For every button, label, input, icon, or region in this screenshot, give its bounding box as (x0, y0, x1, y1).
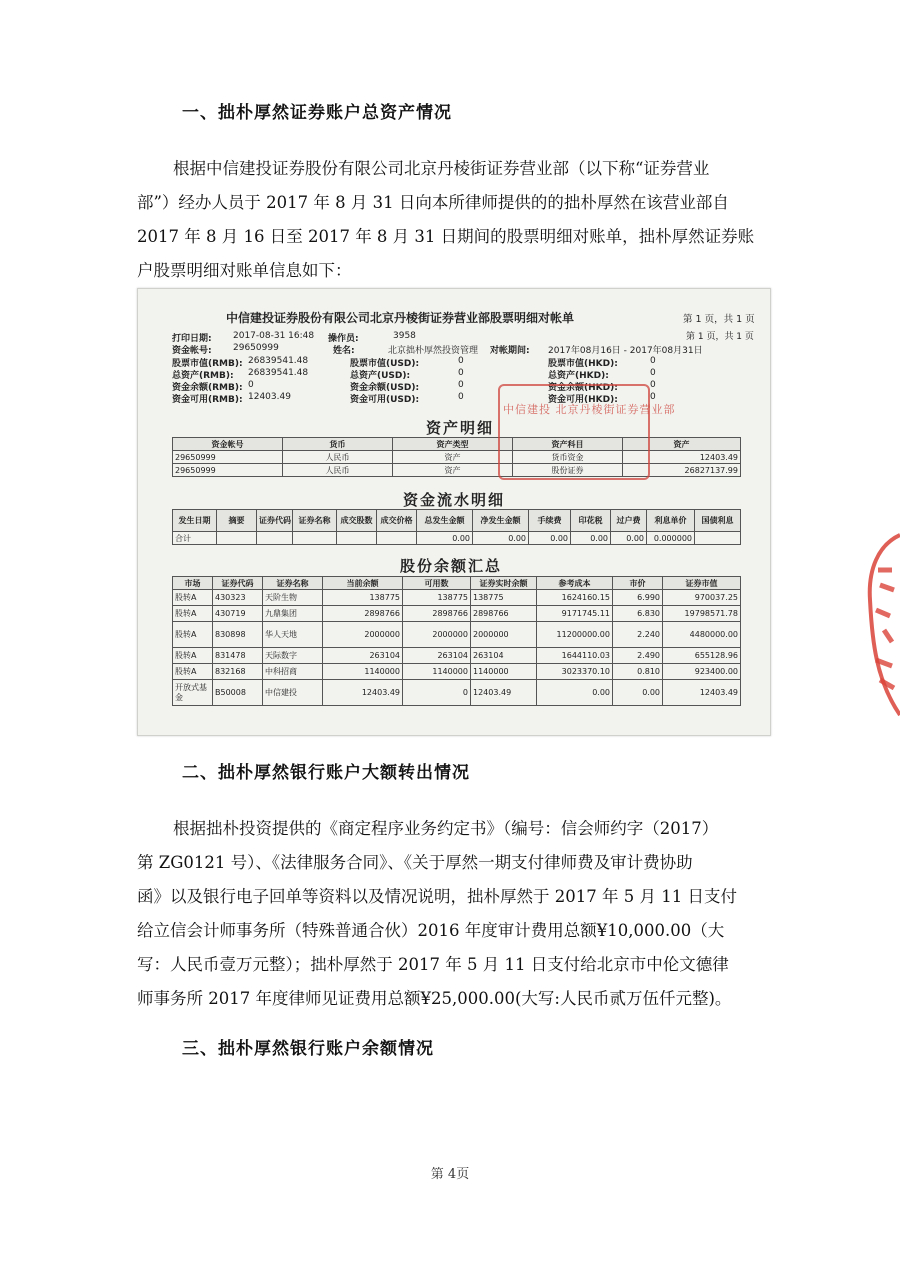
summary-value: 26839541.48 (248, 368, 309, 378)
cell: 天际数字 (263, 648, 323, 664)
account-label: 资金帐号: (172, 346, 212, 356)
summary-label: 股票市值(HKD): (548, 359, 618, 369)
cell: 2000000 (403, 622, 471, 648)
cell: 股转A (173, 648, 213, 664)
cell: 0.00 (537, 680, 613, 706)
asset-header: 资金帐号 (173, 438, 283, 451)
cell (257, 532, 293, 545)
statement-title: 中信建投证券股份有限公司北京丹棱街证券营业部股票明细对帐单 (226, 311, 575, 325)
cell: 263104 (471, 648, 537, 664)
cell: 430323 (213, 590, 263, 606)
operator: 3958 (393, 331, 416, 341)
side-seal-icon (858, 530, 900, 720)
summary-label: 股票市值(USD): (350, 359, 420, 369)
cell: 0.00 (571, 532, 611, 545)
flow-header: 成交价格 (377, 510, 417, 532)
paragraph-1 (137, 152, 777, 288)
summary-label: 总资产(RMB): (172, 371, 234, 381)
summary-value: 0 (458, 392, 464, 402)
holding-header: 证券市值 (663, 577, 741, 590)
cell: 4480000.00 (663, 622, 741, 648)
summary-value: 0 (650, 356, 656, 366)
flow-header: 印花税 (571, 510, 611, 532)
period-label: 对帐期间: (490, 346, 530, 356)
section-heading-2: 二、拙朴厚然银行账户大额转出情况 (182, 763, 470, 783)
cell: 股份证券 (513, 464, 623, 477)
section-heading-3: 三、拙朴厚然银行账户余额情况 (182, 1039, 434, 1059)
cell: 股转A (173, 622, 213, 648)
cell: 1624160.15 (537, 590, 613, 606)
paragraph-2-line: 根据拙朴投资提供的《商定程序业务约定书》（编号：信会师约字（2017） (173, 819, 719, 838)
cell: 138775 (403, 590, 471, 606)
cell (293, 532, 337, 545)
cell: 股转A (173, 664, 213, 680)
summary-label: 资金可用(USD): (350, 395, 420, 405)
cell: 12403.49 (471, 680, 537, 706)
summary-label: 资金余额(HKD): (548, 383, 618, 393)
holding-header: 证券名称 (263, 577, 323, 590)
cell: 2898766 (471, 606, 537, 622)
cell: 831478 (213, 648, 263, 664)
cell: 中科招商 (263, 664, 323, 680)
cell: 29650999 (173, 451, 283, 464)
cell: 832168 (213, 664, 263, 680)
cell: 人民币 (283, 451, 393, 464)
cell: 股转A (173, 606, 213, 622)
holding-table (172, 576, 741, 706)
flow-header: 成交股数 (337, 510, 377, 532)
cell: 6.830 (613, 606, 663, 622)
cell: 1140000 (403, 664, 471, 680)
paragraph-1-line: 2017 年 8 月 16 日至 2017 年 8 月 31 日期间的股票明细对账单，拙朴厚然证券账 (137, 227, 755, 246)
summary-label: 资金余额(RMB): (172, 383, 243, 393)
cell: 12403.49 (323, 680, 403, 706)
cell: 12403.49 (663, 680, 741, 706)
cell: 2000000 (471, 622, 537, 648)
flow-table (172, 509, 741, 545)
flow-header: 净发生金额 (473, 510, 529, 532)
summary-value: 0 (248, 380, 254, 390)
paragraph-2-line: 函》以及银行电子回单等资料以及情况说明，拙朴厚然于 2017 年 5 月 11 日支付 (137, 887, 737, 906)
cell: 0.00 (613, 680, 663, 706)
flow-header: 证券代码 (257, 510, 293, 532)
page-number: 第 4页 (430, 1167, 470, 1182)
cell: 0.000000 (647, 532, 695, 545)
cell (695, 532, 741, 545)
account: 29650999 (233, 343, 279, 353)
cell: 资产 (393, 464, 513, 477)
paragraph-2 (137, 812, 777, 1016)
paragraph-2-line: 师事务所 2017 年度律师见证费用总额¥25,000.00(大写:人民币贰万伍仟元整)。 (137, 989, 732, 1008)
cell: 货币资金 (513, 451, 623, 464)
cell: 2.240 (613, 622, 663, 648)
summary-value: 26839541.48 (248, 356, 309, 366)
flow-header: 国债利息 (695, 510, 741, 532)
cell: 1644110.03 (537, 648, 613, 664)
table-row (173, 648, 741, 664)
cell (377, 532, 417, 545)
asset-header: 货币 (283, 438, 393, 451)
asset-header: 资产科目 (513, 438, 623, 451)
cell: 股转A (173, 590, 213, 606)
cell: 655128.96 (663, 648, 741, 664)
flow-header: 过户费 (611, 510, 647, 532)
cell: 138775 (471, 590, 537, 606)
print-date-label: 打印日期: (172, 334, 212, 344)
summary-label: 资金余额(USD): (350, 383, 420, 393)
summary-value: 12403.49 (248, 392, 291, 402)
cell: 923400.00 (663, 664, 741, 680)
statement-page-sub: 第 1 页，共 1 页 (686, 332, 754, 342)
summary-label: 总资产(USD): (350, 371, 411, 381)
red-seal-stamp (498, 384, 650, 480)
cell: 0 (403, 680, 471, 706)
cell: 138775 (323, 590, 403, 606)
cell: 11200000.00 (537, 622, 613, 648)
summary-value: 0 (650, 368, 656, 378)
cell: 中信建投 (263, 680, 323, 706)
cell: 0.00 (417, 532, 473, 545)
summary-label: 股票市值(RMB): (172, 359, 243, 369)
table-row (173, 532, 741, 545)
account-name: 北京拙朴厚然投资管理 (388, 346, 479, 356)
holding-header: 参考成本 (537, 577, 613, 590)
paragraph-1-line: 户股票明细对账单信息如下： (137, 261, 352, 280)
table-row (173, 464, 741, 477)
cell: 830898 (213, 622, 263, 648)
table-row (173, 664, 741, 680)
cell: 29650999 (173, 464, 283, 477)
flow-header: 手续费 (529, 510, 571, 532)
cell: 0.00 (473, 532, 529, 545)
cell: 3023370.10 (537, 664, 613, 680)
period: 2017年08月16日 - 2017年08月31日 (548, 346, 703, 356)
cell: 合计 (173, 532, 217, 545)
paragraph-1-line: 根据中信建投证券股份有限公司北京丹棱街证券营业部（以下称“证券营业 (173, 159, 710, 178)
cell: 天阶生物 (263, 590, 323, 606)
summary-value: 0 (650, 392, 656, 402)
cell: 资产 (393, 451, 513, 464)
flow-header: 总发生金额 (417, 510, 473, 532)
flow-header: 利息单价 (647, 510, 695, 532)
cell: 430719 (213, 606, 263, 622)
paragraph-2-line: 给立信会计师事务所（特殊普通合伙）2016 年度审计费用总额¥10,000.00（大 (137, 921, 725, 940)
cell: 2000000 (323, 622, 403, 648)
holding-header: 市价 (613, 577, 663, 590)
cell: 26827137.99 (623, 464, 741, 477)
cell: 263104 (403, 648, 471, 664)
cell: 开放式基金 (173, 680, 213, 706)
cell: 0.00 (611, 532, 647, 545)
table-row (173, 680, 741, 706)
asset-header: 资产 (623, 438, 741, 451)
asset-header: 资产类型 (393, 438, 513, 451)
cell: 0.810 (613, 664, 663, 680)
cell: 9171745.11 (537, 606, 613, 622)
cell: 2898766 (323, 606, 403, 622)
cell: 九鼎集团 (263, 606, 323, 622)
flow-header: 证券名称 (293, 510, 337, 532)
holding-header: 证券代码 (213, 577, 263, 590)
cell: 1140000 (471, 664, 537, 680)
name-label: 姓名: (333, 346, 355, 356)
asset-section-title: 资产明细 (426, 419, 495, 437)
paragraph-2-line: 写：人民币壹万元整）；拙朴厚然于 2017 年 5 月 11 日支付给北京市中伦文德律 (137, 955, 729, 974)
flow-section-title: 资金流水明细 (403, 491, 506, 509)
summary-value: 0 (650, 380, 656, 390)
section-heading-1: 一、拙朴厚然证券账户总资产情况 (182, 103, 452, 123)
holding-header: 证券实时余额 (471, 577, 537, 590)
holding-header: 当前余额 (323, 577, 403, 590)
statement-scan (137, 288, 771, 736)
summary-label: 总资产(HKD): (548, 371, 609, 381)
summary-value: 0 (458, 368, 464, 378)
asset-table (172, 437, 741, 477)
flow-header: 发生日期 (173, 510, 217, 532)
cell: 2.490 (613, 648, 663, 664)
cell: 人民币 (283, 464, 393, 477)
holding-section-title: 股份余额汇总 (400, 557, 503, 575)
statement-page-top: 第 1 页，共 1 页 (683, 314, 755, 325)
cell (217, 532, 257, 545)
summary-label: 资金可用(HKD): (548, 395, 618, 405)
cell: 263104 (323, 648, 403, 664)
print-date: 2017-08-31 16:48 (233, 331, 315, 341)
summary-label: 资金可用(RMB): (172, 395, 243, 405)
table-row (173, 606, 741, 622)
table-row (173, 590, 741, 606)
paragraph-2-line: 第 ZG0121 号）、《法律服务合同》、《关于厚然一期支付律师费及审计费协助 (137, 853, 693, 872)
table-row (173, 451, 741, 464)
flow-header: 摘要 (217, 510, 257, 532)
cell: 19798571.78 (663, 606, 741, 622)
cell: 华人天地 (263, 622, 323, 648)
cell: 12403.49 (623, 451, 741, 464)
summary-value: 0 (458, 380, 464, 390)
cell: 0.00 (529, 532, 571, 545)
cell: 970037.25 (663, 590, 741, 606)
paragraph-1-line: 部”）经办人员于 2017 年 8 月 31 日向本所律师提供的的拙朴厚然在该营业部自 (137, 193, 729, 212)
cell (337, 532, 377, 545)
holding-header: 市场 (173, 577, 213, 590)
summary-value: 0 (458, 356, 464, 366)
cell: 6.990 (613, 590, 663, 606)
holding-header: 可用数 (403, 577, 471, 590)
cell: 2898766 (403, 606, 471, 622)
table-row (173, 622, 741, 648)
operator-label: 操作员: (328, 334, 359, 344)
cell: B50008 (213, 680, 263, 706)
cell: 1140000 (323, 664, 403, 680)
red-seal-text: 中信建投 北京丹棱街证券营业部 (503, 403, 676, 416)
